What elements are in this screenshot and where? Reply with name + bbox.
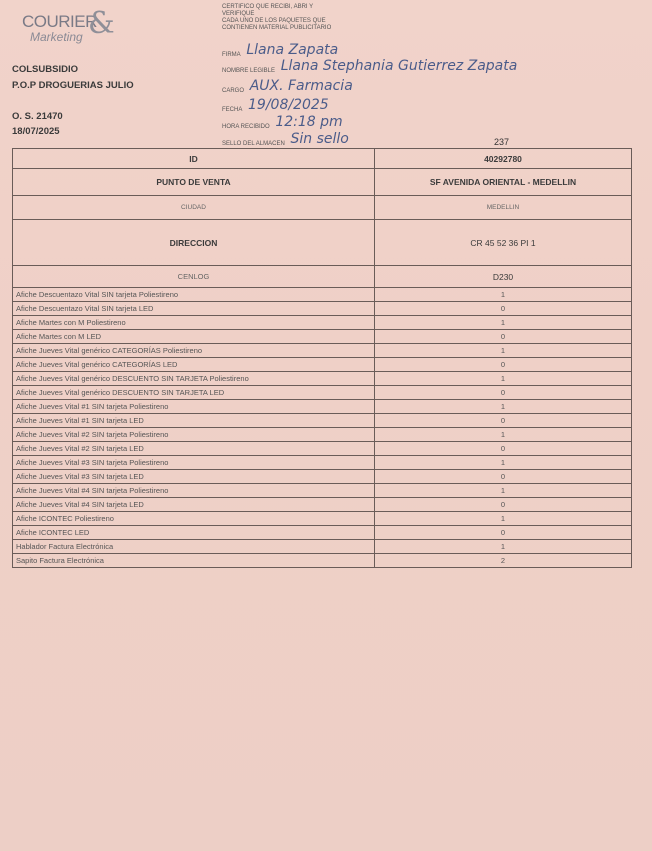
- legible-name-label: NOMBRE LEGIBLE: [222, 68, 276, 74]
- table-row: [13, 442, 632, 456]
- item-name: Afiche Jueves Vital genérico DESCUENTO SIN TARJETA Poliestireno: [13, 372, 375, 386]
- item-name: Afiche Martes con M Poliestireno: [13, 316, 375, 330]
- item-quantity: 1: [375, 316, 632, 330]
- table-row: [13, 344, 632, 358]
- table-row: [13, 512, 632, 526]
- item-quantity: 1: [375, 428, 632, 442]
- store-stamp-label: SELLO DEL ALMACEN: [222, 141, 285, 147]
- item-name: Afiche Jueves Vital #4 SIN tarjeta LED: [13, 498, 375, 512]
- table-row: [13, 526, 632, 540]
- cenlog-label: CENLOG: [13, 266, 375, 288]
- item-name: Afiche Martes con M LED: [13, 330, 375, 344]
- item-name: Afiche Descuentazo Vital SIN tarjeta Poliestireno: [13, 288, 375, 302]
- logo-word-courier: COURIER: [22, 12, 97, 31]
- cenlog-value: D230: [375, 266, 632, 288]
- signature-label: FIRMA: [222, 52, 241, 58]
- point-of-sale-label: PUNTO DE VENTA: [13, 169, 375, 196]
- certificate-line: VERIFIQUE: [222, 11, 255, 17]
- item-name: Afiche Jueves Vital #2 SIN tarjeta Poliestireno: [13, 428, 375, 442]
- signature-row: [222, 42, 338, 58]
- item-name: Afiche Descuentazo Vital SIN tarjeta LED: [13, 302, 375, 316]
- item-quantity: 2: [375, 554, 632, 568]
- item-name: Afiche Jueves Vital #3 SIN tarjeta LED: [13, 470, 375, 484]
- position-label: CARGO: [222, 88, 245, 94]
- item-name: Afiche Jueves Vital #4 SIN tarjeta Poliestireno: [13, 484, 375, 498]
- city-label: CIUDAD: [13, 196, 375, 220]
- item-name: Hablador Factura Electrónica: [13, 540, 375, 554]
- certificate-line: CERTIFICO QUE RECIBI, ABRI Y: [222, 4, 314, 10]
- item-quantity: 1: [375, 400, 632, 414]
- item-name: Afiche Jueves Vital genérico CATEGORÍAS LED: [13, 358, 375, 372]
- delivery-table: [12, 148, 632, 568]
- item-quantity: 0: [375, 414, 632, 428]
- courier-marketing-logo: [22, 6, 122, 44]
- city-value: MEDELLIN: [375, 196, 632, 220]
- item-quantity: 1: [375, 512, 632, 526]
- table-row: [13, 288, 632, 302]
- certificate-line: CONTIENEN MATERIAL PUBLICITARIO: [222, 25, 332, 31]
- item-name: Afiche ICONTEC Poliestireno: [13, 512, 375, 526]
- company-name: COLSUBSIDIO: [12, 64, 78, 75]
- table-row: [13, 358, 632, 372]
- item-name: Afiche Jueves Vital #3 SIN tarjeta Poliestireno: [13, 456, 375, 470]
- cenlog-row: [13, 266, 632, 288]
- item-quantity: 0: [375, 526, 632, 540]
- item-quantity: 1: [375, 484, 632, 498]
- table-row: [13, 400, 632, 414]
- item-quantity: 0: [375, 386, 632, 400]
- table-row: [13, 386, 632, 400]
- position-value: AUX. Farmacia: [249, 78, 353, 94]
- item-quantity: 0: [375, 470, 632, 484]
- document-number: 237: [494, 137, 510, 147]
- certificate-line: CADA UNO DE LOS PAQUETES QUE: [222, 18, 326, 24]
- point-of-sale-value: SF AVENIDA ORIENTAL - MEDELLIN: [375, 169, 632, 196]
- item-quantity: 0: [375, 330, 632, 344]
- id-value: 40292780: [375, 149, 632, 169]
- table-row: [13, 484, 632, 498]
- table-row: [13, 316, 632, 330]
- received-time-row: [222, 114, 343, 130]
- legible-name-row: [222, 58, 517, 74]
- item-quantity: 1: [375, 456, 632, 470]
- item-name: Afiche Jueves Vital #1 SIN tarjeta Poliestireno: [13, 400, 375, 414]
- item-quantity: 1: [375, 540, 632, 554]
- id-row: [13, 149, 632, 169]
- table-row: [13, 428, 632, 442]
- table-row: [13, 330, 632, 344]
- item-quantity: 0: [375, 302, 632, 316]
- address-value: CR 45 52 36 PI 1: [375, 220, 632, 266]
- store-name: P.O.P DROGUERIAS JULIO: [12, 80, 134, 91]
- logo-word-marketing: Marketing: [30, 30, 83, 44]
- city-row: [13, 196, 632, 220]
- address-label: DIRECCION: [13, 220, 375, 266]
- item-quantity: 0: [375, 442, 632, 456]
- store-stamp-value: Sin sello: [290, 131, 349, 147]
- date-label: FECHA: [222, 107, 243, 113]
- item-name: Afiche ICONTEC LED: [13, 526, 375, 540]
- table-row: [13, 540, 632, 554]
- order-date: 18/07/2025: [12, 126, 60, 137]
- legible-name-value: Llana Stephania Gutierrez Zapata: [280, 58, 518, 74]
- id-label: ID: [13, 149, 375, 169]
- item-name: Sapito Factura Electrónica: [13, 554, 375, 568]
- table-row: [13, 302, 632, 316]
- table-row: [13, 470, 632, 484]
- point-of-sale-row: [13, 169, 632, 196]
- address-row: [13, 220, 632, 266]
- table-row: [13, 554, 632, 568]
- table-row: [13, 414, 632, 428]
- item-quantity: 0: [375, 358, 632, 372]
- item-quantity: 1: [375, 344, 632, 358]
- item-quantity: 0: [375, 498, 632, 512]
- table-row: [13, 456, 632, 470]
- logo-ampersand-icon: &: [88, 6, 115, 41]
- item-name: Afiche Jueves Vital genérico DESCUENTO SIN TARJETA LED: [13, 386, 375, 400]
- item-quantity: 1: [375, 288, 632, 302]
- signature-value: Llana Zapata: [246, 42, 339, 58]
- item-name: Afiche Jueves Vital #1 SIN tarjeta LED: [13, 414, 375, 428]
- order-number: O. S. 21470: [12, 111, 63, 122]
- item-quantity: 1: [375, 372, 632, 386]
- table-row: [13, 372, 632, 386]
- received-time-value: 12:18 pm: [275, 114, 343, 130]
- received-time-label: HORA RECIBIDO: [222, 124, 270, 130]
- item-name: Afiche Jueves Vital #2 SIN tarjeta LED: [13, 442, 375, 456]
- table-row: [13, 498, 632, 512]
- date-value: 19/08/2025: [248, 97, 329, 113]
- item-name: Afiche Jueves Vital genérico CATEGORÍAS Poliestireno: [13, 344, 375, 358]
- store-stamp-row: [222, 131, 349, 147]
- date-row: [222, 97, 329, 113]
- certificate-statement: [222, 4, 392, 32]
- position-row: [222, 78, 353, 94]
